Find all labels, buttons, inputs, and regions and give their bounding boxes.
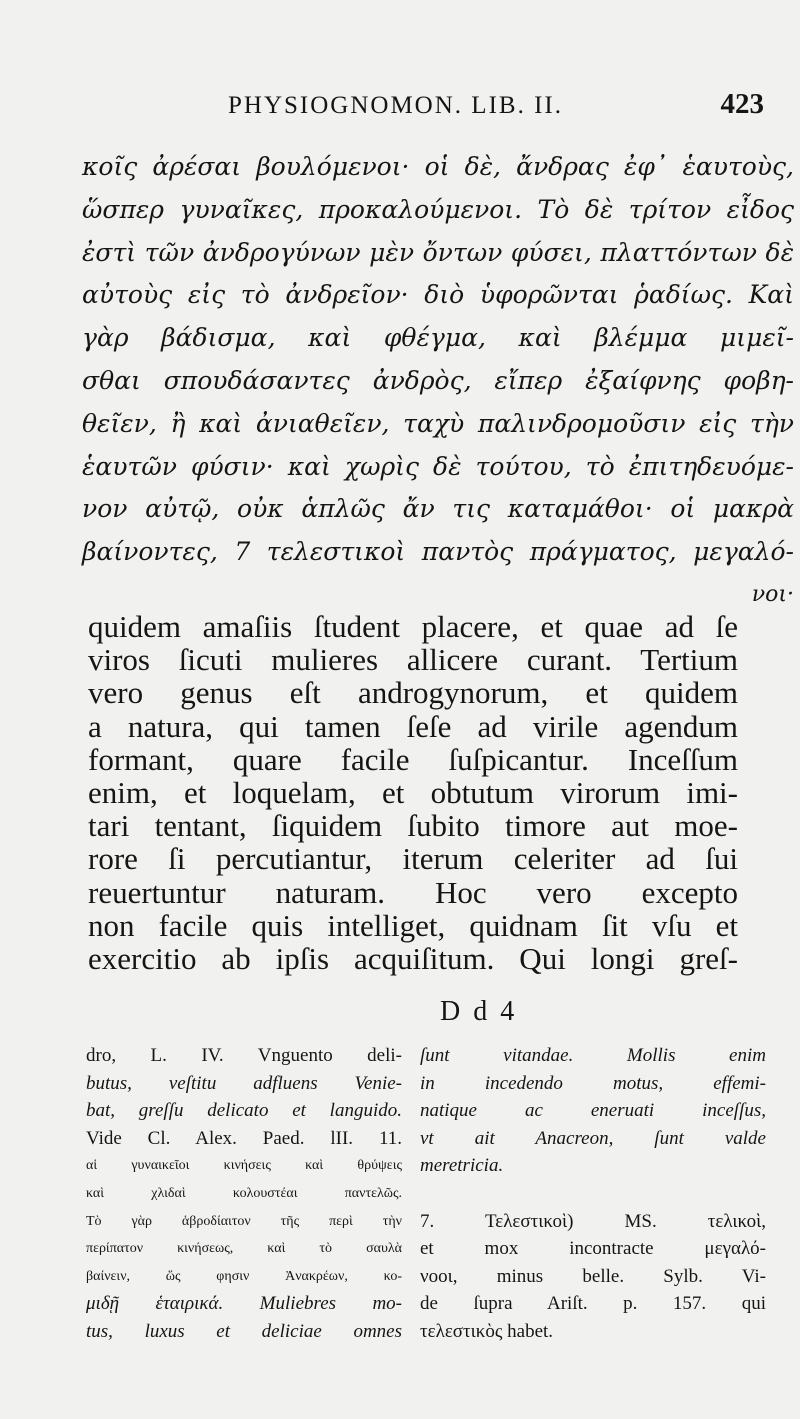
footnote-line: in incedendo motus, effemi- xyxy=(420,1072,766,1094)
greek-text-block xyxy=(82,146,794,617)
latin-line: a natura, qui tamen ſeſe ad virile agendum xyxy=(88,708,738,744)
running-title: PHYSIOGNOMON. LIB. II. xyxy=(228,92,563,119)
latin-line: exercitio ab ipſis acquiſitum. Qui longi greſ- xyxy=(88,940,738,976)
latin-line: enim, et loquelam, et obtutum virorum imi- xyxy=(88,774,738,810)
latin-line: quidem amaſiis ſtudent placere, et quae ad ſe xyxy=(88,609,738,644)
footnote-line: dro, L. IV. Vnguento deli- xyxy=(86,1045,402,1066)
greek-line: ἐστὶ τῶν ἀνδρογύνων μὲν ὄντων φύσει, πλαττόντων δὲ xyxy=(82,237,794,267)
latin-translation-block xyxy=(88,610,738,975)
latin-line: tari tentant, ſiquidem ſubito timore aut moe- xyxy=(88,808,738,844)
footnote-line: μιδῇ ἑταιρικά. Muliebres mo- xyxy=(86,1293,402,1315)
greek-line: γὰρ βάδισμα, καὶ φθέγμα, καὶ βλέμμα μιμεῖ- xyxy=(82,323,794,353)
latin-line: reuertuntur naturam. Hoc vero excepto xyxy=(88,874,738,910)
greek-line: ὥσπερ γυναῖκες, προκαλούμενοι. Τὸ δὲ τρίτον εἶδος xyxy=(82,194,794,224)
greek-line: νον αὐτῷ, οὐκ ἁπλῶς ἄν τις καταμάθοι· οἱ μακρὰ xyxy=(82,494,794,524)
footnote-line: βαίνειν, ὥς φησιν Ἀνακρέων, κο- xyxy=(86,1268,402,1284)
page-header xyxy=(0,88,800,128)
footnote-line: vt ait Anacreon, ſunt valde xyxy=(420,1127,766,1149)
footnote-line: de ſupra Ariſt. p. 157. qui xyxy=(420,1293,766,1315)
footnote-line: natique ac eneruati inceſſus, xyxy=(420,1100,766,1122)
latin-line: rore ſi percutiantur, iterum celeriter ad ſui xyxy=(88,841,738,877)
footnote-line: 7. Τελεστικοὶ) MS. τελικοὶ, xyxy=(420,1210,766,1232)
latin-line: non facile quis intelliget, quidnam ſit vſu et xyxy=(88,907,738,943)
footnote-line: et mox incontracte μεγαλό- xyxy=(420,1238,766,1260)
footnote-line: αἱ γυναικεῖοι κινήσεις καὶ θρύψεις xyxy=(86,1158,402,1174)
greek-line: αὐτοὺς εἰς τὸ ἀνδρεῖον· διὸ ὑφορῶνται ῥαδίως. Καὶ xyxy=(82,280,794,310)
greek-line: ἑαυτῶν φύσιν· καὶ χωρὶς δὲ τούτου, τὸ ἐπιτηδευόμε- xyxy=(82,451,794,481)
footnotes-right-column xyxy=(420,1042,766,1346)
latin-line: viros ſicuti mulieres allicere curant. Tertium xyxy=(88,642,738,678)
latin-line: vero genus eſt androgynorum, et quidem xyxy=(88,675,738,711)
footnote-line: τελεστικὸς habet. xyxy=(420,1320,554,1342)
footnote-line: meretricia. xyxy=(420,1155,504,1177)
footnote-line: περίπατον κινήσεως, καὶ τὸ σαυλὰ xyxy=(86,1241,402,1257)
footnotes-left-column xyxy=(86,1042,402,1346)
footnote-line: ſunt vitandae. Mollis enim xyxy=(420,1045,766,1066)
footnote-spacer xyxy=(420,1180,766,1208)
greek-line: σθαι σπουδάσαντες ἀνδρὸς, εἴπερ ἐξαίφνης φοβη- xyxy=(82,365,794,395)
footnote-line: νοοι, minus belle. Sylb. Vi- xyxy=(420,1265,766,1287)
greek-line: κοῖς ἀρέσαι βουλόμενοι· οἱ δὲ, ἄνδρας ἐφ᾽ ἑαυτοὺς, xyxy=(82,152,794,181)
page-number: 423 xyxy=(720,88,764,120)
footnote-line: butus, veſtitu adfluens Venie- xyxy=(86,1072,402,1094)
footnote-line: καὶ χλιδαὶ κολουστέαι παντελῶς. xyxy=(86,1185,402,1201)
greek-line: νοι· xyxy=(751,581,794,607)
latin-line: formant, quare facile ſuſpicantur. Inceſſum xyxy=(88,741,738,777)
greek-line: βαίνοντες, 7 τελεστικοὶ παντὸς πράγματος, μεγαλό- xyxy=(82,537,794,567)
signature-mark: D d 4 xyxy=(440,996,518,1027)
greek-line: θεῖεν, ἢ καὶ ἀνιαθεῖεν, ταχὺ παλινδρομοῦσιν εἰς τὴν xyxy=(82,408,794,438)
footnote-line: Τὸ γὰρ ἁβροδίαιτον τῆς περὶ τὴν xyxy=(86,1213,402,1229)
footnote-line: Vide Cl. Alex. Paed. lII. 11. xyxy=(86,1127,402,1149)
footnote-line: bat, greſſu delicato et languido. xyxy=(86,1100,402,1122)
footnote-line: tus, luxus et deliciae omnes xyxy=(86,1320,402,1342)
